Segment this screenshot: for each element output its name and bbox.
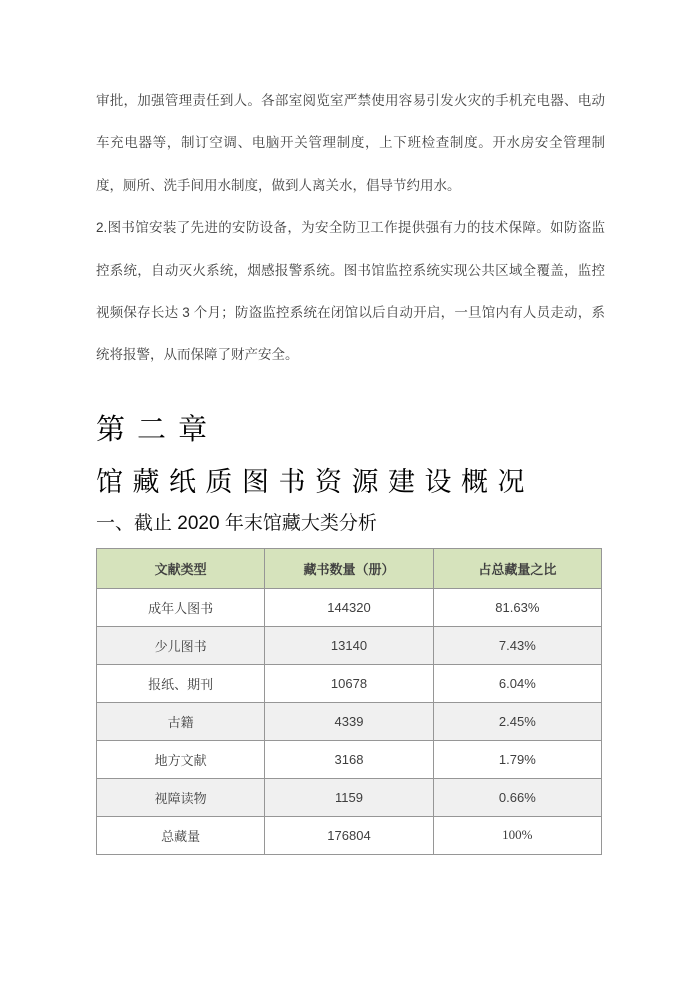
chapter-heading: 第 二 章 [96,413,210,446]
table-row-adult-books [97,588,602,626]
section-heading: 一、截止 2020 年末馆藏大类分析 [96,512,377,534]
cell-count: 1159 [265,778,433,816]
cell-count: 13140 [265,626,433,664]
table-row-children-books [97,626,602,664]
cell-type: 报纸、期刊 [97,664,265,702]
chapter-title: 馆 藏 纸 质 图 书 资 源 建 设 概 况 [96,466,526,497]
cell-type: 地方文献 [97,740,265,778]
table-row-local-documents [97,740,602,778]
table-row-ancient-books [97,702,602,740]
cell-type: 视障读物 [97,778,265,816]
collection-stats-table [96,548,602,855]
cell-count: 3168 [265,740,433,778]
cell-ratio: 1.79% [433,740,601,778]
cell-count: 4339 [265,702,433,740]
cell-ratio: 81.63% [433,588,601,626]
table-row-newspapers-periodicals [97,664,602,702]
cell-count: 10678 [265,664,433,702]
cell-count: 144320 [265,588,433,626]
cell-ratio: 0.66% [433,778,601,816]
cell-ratio: 7.43% [433,626,601,664]
cell-ratio: 6.04% [433,664,601,702]
paragraph-safety-management: 审批，加强管理责任到人。各部室阅览室严禁使用容易引发火灾的手机充电器、电动车充电器等，制订空调、电脑开关管理制度，上下班检查制度。开水房安全管理制度，厕所、洗手间用水制度，做到人离关水，倡导节约用水。 [96,93,605,193]
col-header-volume-count: 藏书数量（册） [265,548,433,588]
cell-ratio: 2.45% [433,702,601,740]
table-row-total-collection [97,816,602,854]
cell-type: 成年人图书 [97,588,265,626]
paragraph-security-systems: 2.图书馆安装了先进的安防设备，为安全防卫工作提供强有力的技术保障。如防盗监控系统，自动灭火系统，烟感报警系统。图书馆监控系统实现公共区域全覆盖，监控视频保存长达 3 个月；防盗监控系统在闭馆以后自动开启，一旦馆内有人员走动，系统将报警，从而保障了财产安全。 [96,220,605,363]
cell-ratio: 100% [433,816,601,854]
cell-type: 古籍 [97,702,265,740]
cell-count: 176804 [265,816,433,854]
table-header-row [97,548,602,588]
col-header-document-type: 文献类型 [97,548,265,588]
cell-type: 少儿图书 [97,626,265,664]
col-header-ratio: 占总藏量之比 [433,548,601,588]
table-row-visually-impaired-readings [97,778,602,816]
cell-type: 总藏量 [97,816,265,854]
